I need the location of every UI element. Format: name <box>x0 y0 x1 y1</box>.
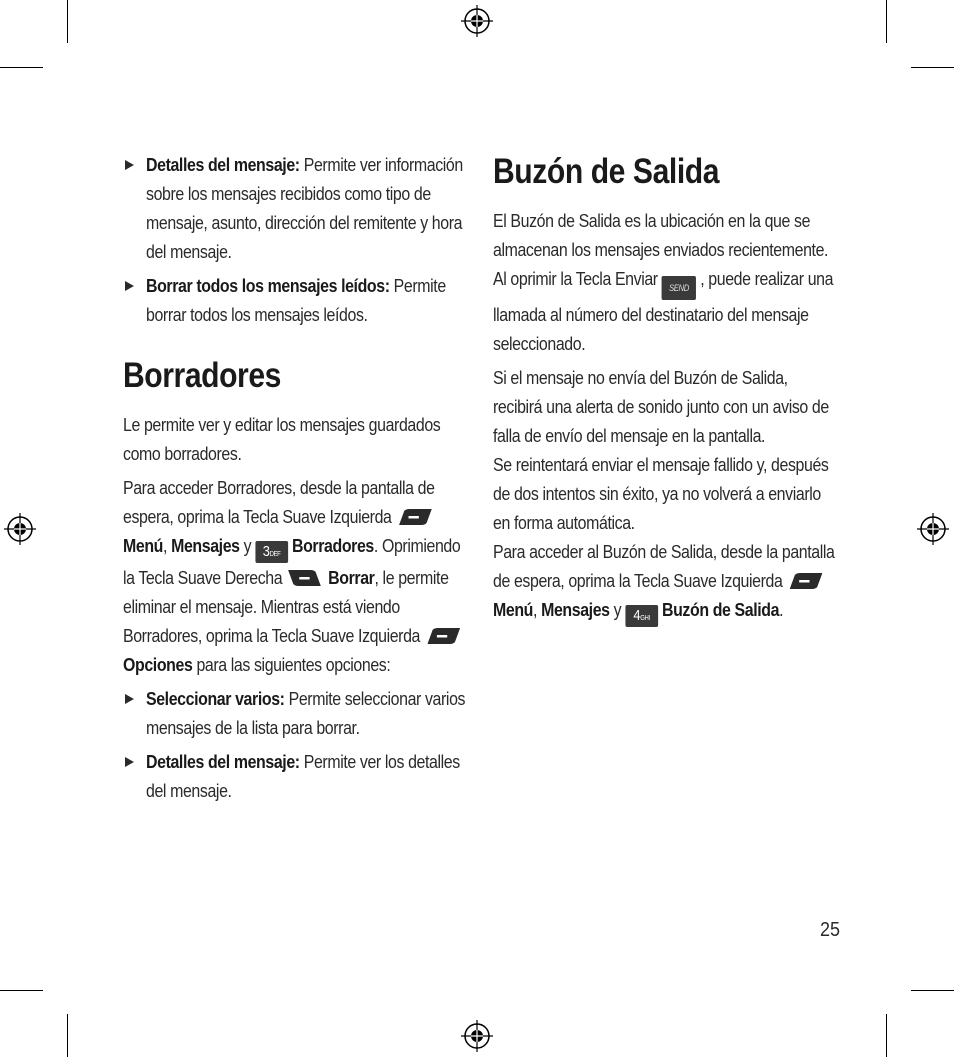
crop-mark <box>911 67 954 68</box>
bullet-item <box>123 150 468 266</box>
right-soft-key-icon <box>286 568 324 588</box>
paragraph: Para acceder Borradores, desde la pantalla de espera, oprima la Tecla Suave Izquierda Menú, Mensajes y 3DEF Borradores. Oprimiendo la Tecla Suave Derecha Borrar, le permite eliminar el mensaje. Mientras está viendo Borradores, oprima la Tecla Suave Izquierda Opciones para las siguientes opciones: <box>123 477 461 675</box>
send-key-icon: SEND <box>662 276 696 300</box>
section-heading: Borradores <box>123 356 281 395</box>
crop-mark <box>0 990 43 991</box>
crop-mark <box>67 0 68 43</box>
left-soft-key-icon <box>787 571 825 591</box>
bullet-arrow-icon <box>125 281 134 291</box>
registration-mark-icon <box>917 513 949 545</box>
crop-mark <box>886 0 887 43</box>
registration-mark-icon <box>461 5 493 37</box>
crop-mark <box>0 67 43 68</box>
left-soft-key-icon <box>396 507 434 527</box>
registration-mark-icon <box>461 1020 493 1052</box>
paragraph: Si el mensaje no envía del Buzón de Salida, recibirá una alerta de sonido junto con un aviso de falla de envío del mensaje en la pantalla. <box>493 367 829 446</box>
bullet-text: Permite seleccionar varios mensajes de la lista para borrar. <box>146 688 466 738</box>
paragraph: Para acceder al Buzón de Salida, desde la pantalla de espera, oprima la Tecla Suave Izquierda Menú, Mensajes y 4GHI Buzón de Salida. <box>493 537 837 627</box>
left-soft-key-icon <box>424 626 462 646</box>
right-column <box>493 150 838 632</box>
key-3-icon: 3DEF <box>255 541 288 563</box>
bullet-item <box>123 747 468 805</box>
bullet-arrow-icon <box>125 757 134 767</box>
bullet-arrow-icon <box>125 694 134 704</box>
page-number: 25 <box>820 919 841 941</box>
registration-mark-icon <box>4 513 36 545</box>
paragraph: Le permite ver y editar los mensajes guardados como borradores. <box>123 414 441 464</box>
crop-mark <box>911 990 954 991</box>
bullet-text: Permite borrar todos los mensajes leídos. <box>146 275 446 325</box>
crop-mark <box>886 1014 887 1057</box>
key-4-icon: 4GHI <box>625 605 658 627</box>
bullet-text: Permite ver información sobre los mensajes recibidos como tipo de mensaje, asunto, dirección del remitente y hora del mensaje. <box>146 154 463 262</box>
paragraph: El Buzón de Salida es la ubicación en la que se almacenan los mensajes enviados recientemente. Al oprimir la Tecla Enviar SEND , puede realizar una llamada al número del destinatario del mensaje seleccionado. <box>493 210 834 354</box>
crop-mark <box>67 1014 68 1057</box>
bullet-item <box>123 271 468 329</box>
paragraph: Se reintentará enviar el mensaje fallido y, después de dos intentos sin éxito, ya no volverá a enviarlo en forma automática. <box>493 454 829 533</box>
bullet-title: Borrar todos los mensajes leídos: <box>146 275 390 296</box>
bullet-title: Seleccionar varios: <box>146 688 285 709</box>
bullet-arrow-icon <box>125 160 134 170</box>
bullet-title: Detalles del mensaje: <box>146 154 300 175</box>
section-heading: Buzón de Salida <box>493 152 720 191</box>
bullet-title: Detalles del mensaje: <box>146 751 300 772</box>
left-column <box>123 150 468 810</box>
bullet-text: Permite ver los detalles del mensaje. <box>146 751 460 801</box>
bullet-item <box>123 684 468 742</box>
